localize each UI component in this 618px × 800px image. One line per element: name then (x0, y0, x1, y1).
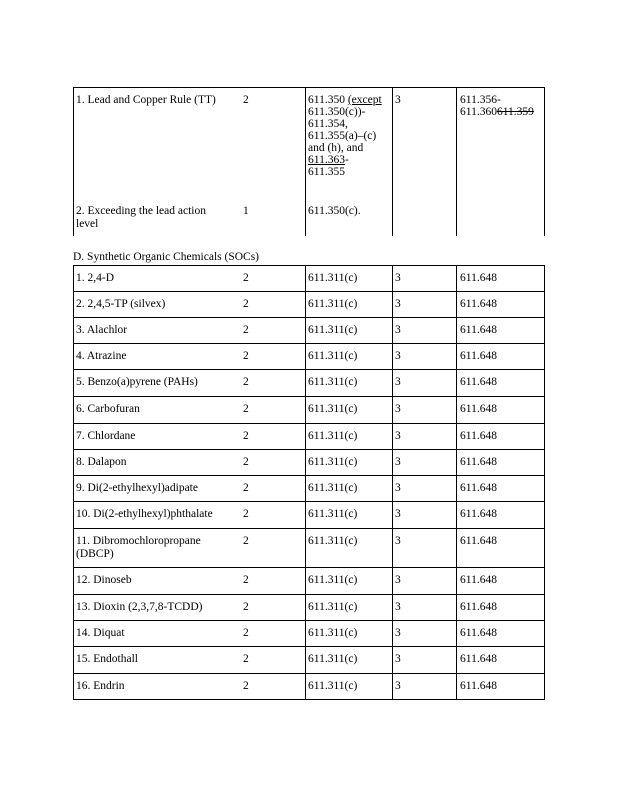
contaminant-name: 14. Diquat (76, 627, 125, 639)
contaminant-name: 1. Lead and Copper Rule (TT) (76, 94, 216, 106)
reference-value (460, 94, 534, 118)
contaminant-name-line-2: (DBCP) (76, 548, 114, 560)
tier-value: 2 (243, 376, 249, 388)
contaminant-name: 12. Dinoseb (76, 574, 132, 586)
tier-value-2: 3 (395, 298, 401, 310)
column-divider (392, 265, 393, 700)
column-divider (456, 265, 457, 700)
tier-value-2: 3 (395, 456, 401, 468)
row-border (73, 343, 545, 344)
reference-value: 611.648 (460, 350, 497, 362)
tier-value: 2 (243, 94, 249, 106)
row-border (73, 594, 545, 595)
reference-value: 611.648 (460, 680, 497, 692)
tier-value: 2 (243, 298, 249, 310)
contaminant-name-line-2: level (76, 218, 99, 230)
row-border (73, 528, 545, 529)
column-divider (392, 87, 393, 236)
row-border (73, 317, 545, 318)
table-border-left (73, 87, 74, 236)
reference-value: 611.648 (460, 574, 497, 586)
citation-value: 611.311(c) (308, 350, 358, 362)
column-divider (73, 265, 74, 700)
reference-value: 611.648 (460, 403, 497, 415)
text-segment: 611.350 (308, 94, 348, 106)
tier-value: 2 (243, 482, 249, 494)
row-border (73, 567, 545, 568)
row-border (73, 396, 545, 397)
reference-value: 611.648 (460, 430, 497, 442)
citation-value: 611.311(c) (308, 456, 358, 468)
contaminant-name: 4. Atrazine (76, 350, 127, 362)
reference-value: 611.648 (460, 601, 497, 613)
section-title: D. Synthetic Organic Chemicals (SOCs) (73, 251, 259, 263)
tier-value: 2 (243, 324, 249, 336)
contaminant-name: 7. Chlordane (76, 430, 136, 442)
citation-value: 611.311(c) (308, 324, 358, 336)
contaminant-name: 2. Exceeding the lead action (76, 205, 206, 217)
tier-value-2: 3 (395, 94, 401, 106)
contaminant-name: 13. Dioxin (2,3,7,8-TCDD) (76, 601, 203, 613)
tier-value: 2 (243, 456, 249, 468)
tier-value-2: 3 (395, 535, 401, 547)
column-divider (305, 87, 306, 236)
tier-value: 2 (243, 601, 249, 613)
reference-value: 611.648 (460, 376, 497, 388)
row-border (73, 449, 545, 450)
tier-value: 2 (243, 535, 249, 547)
row-border (73, 673, 545, 674)
tier-value-2: 3 (395, 272, 401, 284)
tier-value-2: 3 (395, 627, 401, 639)
citation-value: 611.311(c) (308, 298, 358, 310)
contaminant-name: 6. Carbofuran (76, 403, 140, 415)
text-segment: 611.350(c))- (308, 106, 366, 118)
column-divider (456, 87, 457, 236)
tier-value-2: 3 (395, 430, 401, 442)
citation-value: 611.311(c) (308, 653, 358, 665)
contaminant-name: 11. Dibromochloropropane (76, 535, 201, 547)
contaminant-name: 1. 2,4-D (76, 272, 115, 284)
tier-value-2: 3 (395, 508, 401, 520)
column-divider (544, 265, 545, 700)
contaminant-name: 10. Di(2-ethylhexyl)phthalate (76, 508, 213, 520)
tier-value-2: 3 (395, 376, 401, 388)
reference-value: 611.648 (460, 535, 497, 547)
reference-value: 611.648 (460, 627, 497, 639)
text-segment: 611.359 (496, 106, 534, 118)
row-border (73, 369, 545, 370)
citation-value: 611.311(c) (308, 601, 358, 613)
citation-value: 611.311(c) (308, 272, 358, 284)
text-segment: 611.363 (308, 154, 345, 166)
tier-value: 2 (243, 403, 249, 415)
reference-value: 611.648 (460, 298, 497, 310)
reference-value: 611.648 (460, 456, 497, 468)
tier-value: 2 (243, 574, 249, 586)
citation-value: 611.311(c) (308, 482, 358, 494)
contaminant-name: 15. Endothall (76, 653, 138, 665)
text-segment: 611.355(a)–(c) (308, 130, 377, 142)
contaminant-name: 9. Di(2-ethylhexyl)adipate (76, 482, 198, 494)
tier-value: 2 (243, 508, 249, 520)
tier-value: 1 (243, 205, 249, 217)
row-border (73, 265, 545, 266)
tier-value: 2 (243, 627, 249, 639)
table-border-right (544, 87, 545, 236)
citation-value: 611.311(c) (308, 376, 358, 388)
table-border-top (73, 87, 545, 88)
citation-value: 611.311(c) (308, 627, 358, 639)
tier-value-2: 3 (395, 601, 401, 613)
citation-value: 611.311(c) (308, 508, 358, 520)
citation-value (308, 94, 382, 178)
citation-value: 611.311(c) (308, 430, 358, 442)
tier-value: 2 (243, 430, 249, 442)
row-border (73, 646, 545, 647)
text-segment: 611.354, (308, 118, 348, 130)
row-border (73, 501, 545, 502)
reference-value: 611.648 (460, 324, 497, 336)
citation-value: 611.311(c) (308, 574, 358, 586)
tier-value-2: 3 (395, 350, 401, 362)
reference-value: 611.648 (460, 482, 497, 494)
column-divider (305, 265, 306, 700)
tier-value: 2 (243, 350, 249, 362)
contaminant-name: 2. 2,4,5-TP (silvex) (76, 298, 166, 310)
contaminant-name: 8. Dalapon (76, 456, 127, 468)
text-segment: - (344, 154, 349, 166)
tier-value: 2 (243, 680, 249, 692)
tier-value: 2 (243, 272, 249, 284)
row-border (73, 291, 545, 292)
text-segment: 611.356- (460, 94, 501, 106)
reference-value: 611.648 (460, 508, 497, 520)
contaminant-name: 16. Endrin (76, 680, 125, 692)
tier-value-2: 3 (395, 482, 401, 494)
citation-value: 611.311(c) (308, 535, 358, 547)
citation-value: 611.350(c). (308, 205, 361, 217)
tier-value-2: 3 (395, 574, 401, 586)
tier-value-2: 3 (395, 653, 401, 665)
row-border (73, 699, 545, 700)
row-border (73, 423, 545, 424)
text-segment: 611.360 (460, 106, 497, 118)
tier-value-2: 3 (395, 324, 401, 336)
citation-value: 611.311(c) (308, 680, 358, 692)
row-border (73, 620, 545, 621)
citation-value: 611.311(c) (308, 403, 358, 415)
reference-value: 611.648 (460, 653, 497, 665)
row-border (73, 475, 545, 476)
text-segment: and (h), and (308, 142, 364, 154)
tier-value-2: 3 (395, 680, 401, 692)
reference-value: 611.648 (460, 272, 497, 284)
text-segment: 611.355 (308, 166, 345, 178)
text-segment: (except (347, 94, 382, 106)
contaminant-name: 5. Benzo(a)pyrene (PAHs) (76, 376, 198, 388)
tier-value: 2 (243, 653, 249, 665)
tier-value-2: 3 (395, 403, 401, 415)
contaminant-name: 3. Alachlor (76, 324, 128, 336)
